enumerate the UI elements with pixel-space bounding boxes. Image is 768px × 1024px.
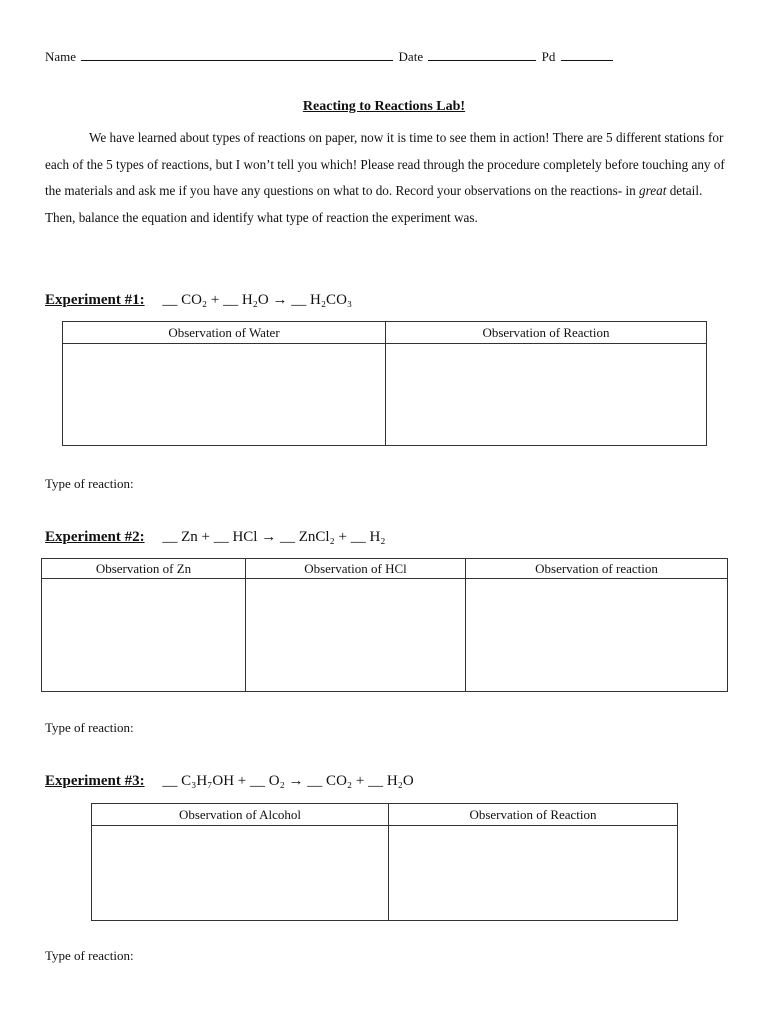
intro-text-part2: detail. Then, balance the equation and identify what type of reaction the experiment was. <box>45 183 703 225</box>
observation-cell[interactable] <box>386 344 707 446</box>
intro-text-part1: We have learned about types of reactions on paper, now it is time to see them in action! There are 5 different stations for each of the 5 types of reactions, but I won’t tell you which! Please read through the procedure completely before touching any of the materials and ask me if you have any questions on what to do. Record your observations on the reactions- in <box>45 130 725 198</box>
period-field[interactable] <box>561 48 613 61</box>
page-title: Reacting to Reactions Lab! <box>302 99 466 114</box>
table-header-cell: Observation of Reaction <box>389 804 678 826</box>
experiment-3-type-of-reaction: Type of reaction: <box>45 948 134 963</box>
experiment-1-heading <box>45 292 352 309</box>
experiment-1-label: Experiment #1: <box>45 292 145 308</box>
observation-cell[interactable] <box>63 344 386 446</box>
date-label: Date <box>398 49 424 64</box>
name-label: Name <box>45 49 77 64</box>
experiment-3-heading <box>45 773 414 790</box>
experiment-2-equation: __ Zn + __ HCl → __ ZnCl₂ + __ H₂ <box>162 529 386 545</box>
table-header-cell: Observation of Water <box>63 322 386 344</box>
experiment-1-type-of-reaction: Type of reaction: <box>45 476 134 491</box>
date-field[interactable] <box>428 48 536 61</box>
experiment-1-observation-table <box>62 321 707 446</box>
observation-cell[interactable] <box>466 579 728 692</box>
student-info-line <box>45 48 615 65</box>
table-header-cell: Observation of reaction <box>466 559 728 579</box>
name-field[interactable] <box>81 48 393 61</box>
table-header-cell: Observation of HCl <box>246 559 466 579</box>
observation-cell[interactable] <box>246 579 466 692</box>
table-header-cell: Observation of Zn <box>42 559 246 579</box>
experiment-2-label: Experiment #2: <box>45 529 145 545</box>
experiment-3-label: Experiment #3: <box>45 773 145 789</box>
intro-emphasis: great <box>639 183 667 198</box>
experiment-2-heading <box>45 529 386 546</box>
experiment-3-observation-table <box>91 803 678 921</box>
observation-cell[interactable] <box>389 826 678 921</box>
experiment-2-observation-table <box>41 558 728 692</box>
observation-cell[interactable] <box>92 826 389 921</box>
observation-cell[interactable] <box>42 579 246 692</box>
period-label: Pd <box>541 49 556 64</box>
experiment-1-equation: __ CO₂ + __ H₂O → __ H₂CO₃ <box>162 292 353 308</box>
table-header-cell: Observation of Reaction <box>386 322 707 344</box>
experiment-2-type-of-reaction: Type of reaction: <box>45 720 134 735</box>
intro-paragraph <box>45 125 725 231</box>
experiment-3-equation: __ C₃H₇OH + __ O₂ → __ CO₂ + __ H₂O <box>162 773 414 789</box>
table-header-cell: Observation of Alcohol <box>92 804 389 826</box>
